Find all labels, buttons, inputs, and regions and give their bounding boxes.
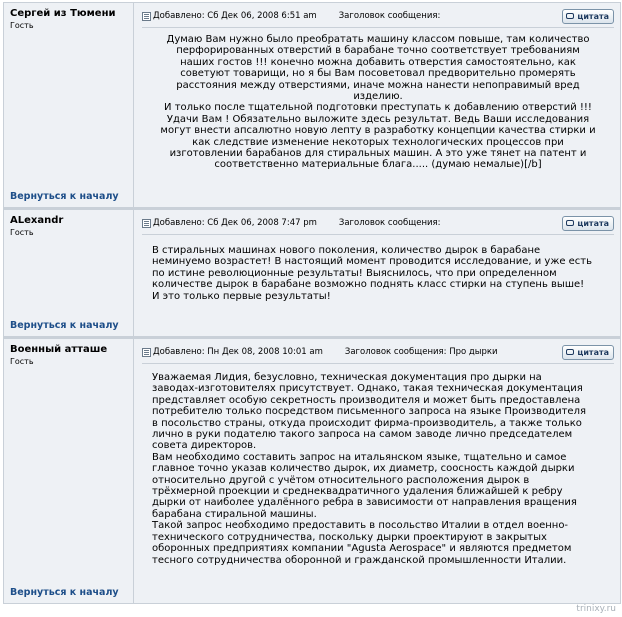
post-message: Думаю Вам нужно было преобратать машину классом повыше, там количество перфорированных отверстий в барабане точно соответствует требованиям наших гостов !!! конечно можна добавить отверстия самостоятельно, как советуют товарищи, но я бы Вам посоветовал предворительно промерять расстояния между отверстиями, иначе можна нанести непоправимый вред изделию. И только после тщательной подготовки преступать к добавлению отверстий !!! Удачи Вам ! Обязательно выложите здесь результат. Ведь Ваши исследования могут внести апсалютно новую лепту в разработку концепции качества стирки и как следствие изменение некоторых технологических процессов при изготовлении барабанов для стиральных машин. А это уже тянет на патент и соответственно материальные блага..... (думаю немалые)[/b] [160,34,596,171]
quote-label: цитата [577,218,609,228]
post-footer-left [4,582,134,603]
quote-button[interactable] [562,216,614,231]
post-subject: Заголовок сообщения: [338,11,441,21]
post-date: Добавлено: Сб Дек 06, 2008 7:47 pm [153,218,317,228]
post-message: В стиральных машинах нового поколения, количество дырок в барабане неминуемо возрастет! В настоящий момент проводится исследование, и уже есть по истине революционные результаты! Выяснилось, что при определенном количестве дырок в барабане возможно поднять класс стирки на ступень выше! И это только первые результаты! [152,245,593,302]
speech-bubble-icon [566,13,574,19]
speech-bubble-icon [566,220,574,226]
quote-label: цитата [577,347,609,357]
post-icon [142,348,151,357]
author-name[interactable]: Военный атташе [10,344,108,355]
post-icon [142,219,151,228]
back-to-top-link[interactable]: Вернуться к началу [10,587,119,598]
post [4,3,620,186]
back-to-top-link[interactable]: Вернуться к началу [10,320,119,331]
post-footer-left [4,186,134,207]
post-footer-left [4,315,134,336]
author-rank: Гость [10,357,34,366]
back-to-top-link[interactable]: Вернуться к началу [10,191,119,202]
quote-button[interactable] [562,345,614,360]
post-body [134,210,620,315]
author-name[interactable]: Сергей из Тюмени [10,8,116,19]
speech-bubble-icon [566,349,574,355]
post-message: Уважаемая Лидия, безусловно, техническая документация про дырки на заводах-изготовителях присутствует. Однако, такая техническая документация представляет особую секретность производителя и может быть предоставлена потребителю только посредством письменного запроса на языке Производителя в посольство страны, откуда происходит фирма-производитель, а также только лично в руки подателю такого запроса на самом заводе лично председателем совета директоров. Вам необходимо составить запрос на итальянском языке, тщательно и самое главное точно указав количество дырок, их диаметр, соосность каждой дырки относительно другой с учётом относительного расположения дырок в трёхмерной проекции и среднеквадратичного удаления ближайшей к ребру дырки от наиболее удалённого ребра в зависимости от направления вращения барабана стиральной машины. Такой запрос необходимо предоставить в посольство Италии в отдел военно- технического сотрудничества, поскольку дырки проектируют в закрытых оборонных предприятиях компании "Agusta Aerospace" и являются предметом тесного сотрудничества оборонной и гражданской промышленности Италии. [152,372,586,566]
author-rank: Гость [10,21,34,30]
post-footer-right [134,582,620,603]
quote-button[interactable] [562,9,614,24]
author-rank: Гость [10,228,34,237]
post-body [134,3,620,186]
author-cell [4,3,134,186]
post-body [134,339,620,582]
post-icon [142,12,151,21]
forum-thread [3,2,621,604]
post-header [142,7,614,25]
divider [142,234,614,235]
author-name[interactable]: ALexandr [10,215,64,226]
post-footer [4,186,620,207]
divider [142,363,614,364]
post-footer-right [134,186,620,207]
divider [142,27,614,28]
post [4,210,620,315]
post-date: Добавлено: Пн Дек 08, 2008 10:01 am [153,347,323,357]
watermark: trinixy.ru [576,604,616,614]
post-footer-right [134,315,620,336]
post-date: Добавлено: Сб Дек 06, 2008 6:51 am [153,11,317,21]
author-cell [4,339,134,582]
post-footer [4,315,620,336]
post-header [142,343,614,361]
post-subject: Заголовок сообщения: [338,218,441,228]
post-header [142,214,614,232]
quote-label: цитата [577,11,609,21]
post [4,339,620,582]
post-footer [4,582,620,603]
author-cell [4,210,134,315]
post-subject: Заголовок сообщения: Про дырки [344,347,498,357]
